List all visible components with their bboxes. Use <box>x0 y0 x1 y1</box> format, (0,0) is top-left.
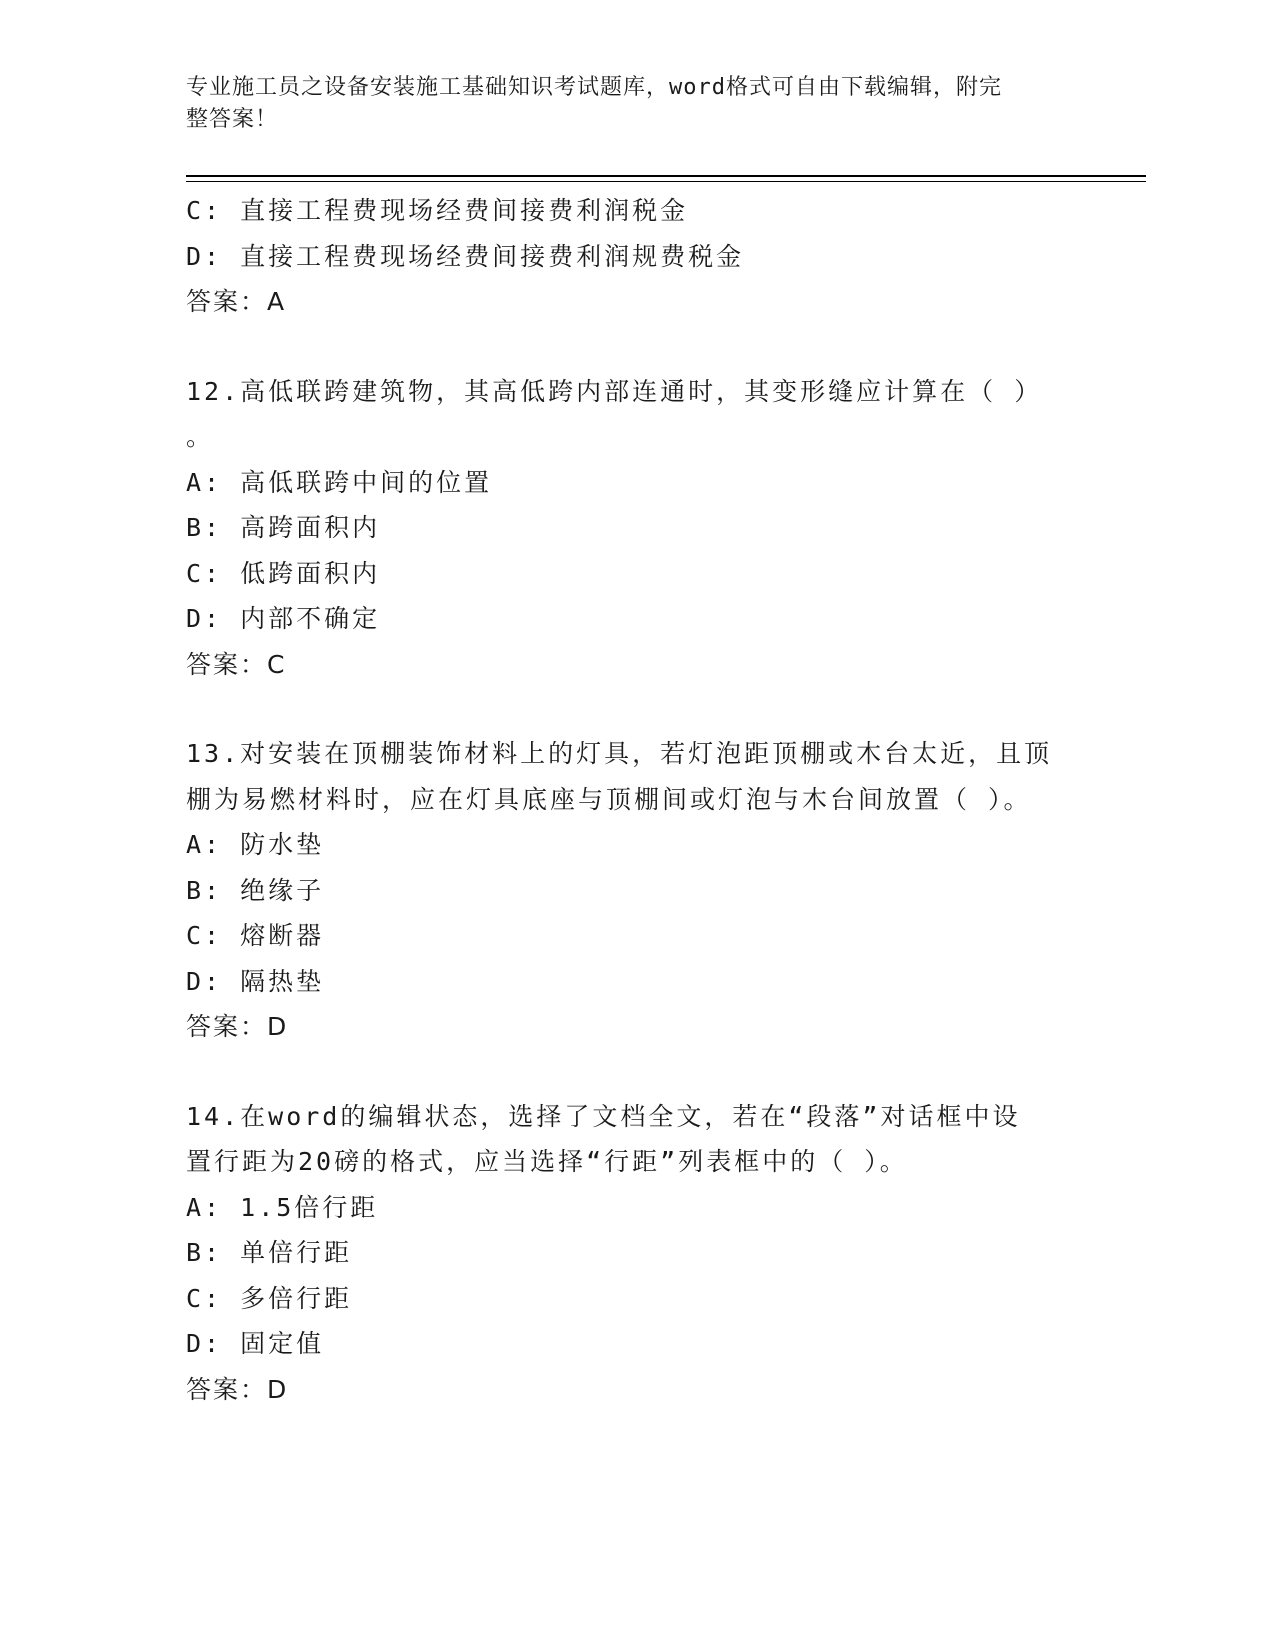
answer-line: 答案：D <box>186 1374 289 1404</box>
answer-line: 答案：A <box>186 287 287 316</box>
answer-line: 答案：C <box>186 649 287 679</box>
spacer <box>186 687 1086 731</box>
option-d: D: 固定值 <box>186 1329 325 1358</box>
question-stem-line: 。 <box>186 422 215 451</box>
document-body <box>186 188 1086 1412</box>
question-stem-line: 置行距为20磅的格式，应当选择“行距”列表框中的（ ）。 <box>186 1147 908 1176</box>
option-d: D: 内部不确定 <box>186 604 381 633</box>
option-b: B: 绝缘子 <box>186 875 325 905</box>
question-stem-line: 棚为易燃材料时，应在灯具底座与顶棚间或灯泡与木台间放置（ ）。 <box>186 784 1032 814</box>
option-b: B: 高跨面积内 <box>186 513 381 542</box>
question-stem-line: 13.对安装在顶棚装饰材料上的灯具，若灯泡距顶棚或木台太近，且顶 <box>186 739 1053 768</box>
header-line-1: 专业施工员之设备安装施工基础知识考试题库，word格式可自由下载编辑，附完 <box>186 75 1002 100</box>
option-c: C: 多倍行距 <box>186 1283 353 1313</box>
option-a: A: 1.5倍行距 <box>186 1192 379 1222</box>
question-14 <box>186 1094 1086 1413</box>
option-d: D: 隔热垫 <box>186 966 325 996</box>
option-c: C: 熔断器 <box>186 921 325 950</box>
option-c: C: 低跨面积内 <box>186 558 381 588</box>
question-11-continued <box>186 188 1086 325</box>
option-d: D: 直接工程费现场经费间接费利润规费税金 <box>186 241 745 271</box>
option-a: A: 防水垫 <box>186 830 325 859</box>
question-12 <box>186 369 1086 688</box>
question-13 <box>186 731 1086 1050</box>
header-rule-thin <box>186 181 1146 182</box>
header-rule-thick <box>186 175 1146 177</box>
header-line-2: 整答案！ <box>186 107 279 132</box>
question-stem-line: 14.在word的编辑状态，选择了文档全文，若在“段落”对话框中设 <box>186 1101 1021 1131</box>
answer-line: 答案：D <box>186 1012 289 1041</box>
spacer <box>186 1050 1086 1094</box>
spacer <box>186 325 1086 369</box>
option-a: A: 高低联跨中间的位置 <box>186 467 493 497</box>
question-stem-line: 12.高低联跨建筑物，其高低跨内部连通时，其变形缝应计算在（ ） <box>186 376 1043 406</box>
option-c: C: 直接工程费现场经费间接费利润税金 <box>186 196 689 225</box>
document-header <box>186 72 1066 136</box>
option-b: B: 单倍行距 <box>186 1238 353 1267</box>
